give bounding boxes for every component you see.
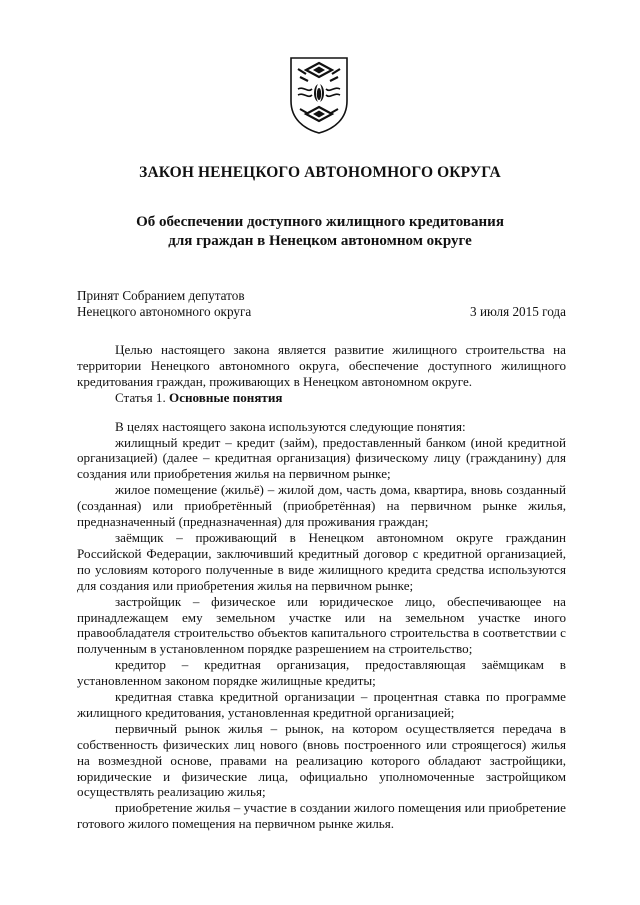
adoption-date: 3 июля 2015 года xyxy=(470,304,566,319)
article-number: Статья 1. xyxy=(115,389,166,405)
definition-paragraph: кредитная ставка кредитной организации – процентная ставка по программе жилищного кредитования, установленная кредитной организацией; xyxy=(77,689,566,720)
law-title: ЗАКОН НЕНЕЦКОГО АВТОНОМНОГО ОКРУГА xyxy=(139,164,501,181)
law-subtitle-line-1: Об обеспечении доступного жилищного кредитования xyxy=(136,214,504,230)
definitions-intro: В целях настоящего закона используются следующие понятия: xyxy=(115,418,466,434)
coat-of-arms-emblem xyxy=(288,55,350,135)
adoption-note xyxy=(77,288,251,320)
definition-paragraph: приобретение жилья – участие в создании жилого помещения или приобретение готового жилого помещения на первичном рынке жилья. xyxy=(77,800,566,832)
article-heading xyxy=(77,390,566,406)
definition-paragraph: заёмщик – проживающий в Ненецком автономном округе гражданин Российской Федерации, заключивший кредитный договор с кредитной организацией, по условиям которого полученные в виде жилищного кредита средства используются для создания или приобретения жилья на первичном рынке; xyxy=(77,529,566,593)
adoption-note-line-2: Ненецкого автономного округа xyxy=(77,304,252,319)
law-subtitle-line-2: для граждан в Ненецком автономном округе xyxy=(168,233,472,249)
definition-paragraph: застройщик – физическое или юридическое лицо, обеспечивающее на принадлежащем ему земельном участке или на земельном участке иного правообладателя строительство объектов капитального строительства в соответствии с полученным в установленном порядке разрешением на строительство; xyxy=(77,593,566,657)
article-title: Основные понятия xyxy=(169,389,283,405)
adoption-note-line-1: Принят Собранием депутатов xyxy=(77,288,245,303)
definition-paragraph: первичный рынок жилья – рынок, на котором осуществляется передача в собственность физических лиц нового (вновь построенного или строящегося) жилья на возмездной основе, правами на реализацию которого обладают застройщики, юридические и физические лица, официально уполномоченные застройщиком осуществлять реализацию жилья; xyxy=(77,720,566,800)
definition-paragraph: жилое помещение (жильё) – жилой дом, часть дома, квартира, вновь созданный (созданная) или приобретённый (приобретённая) на первичном рынке жилья, предназначенный (предназначенная) для проживания граждан; xyxy=(77,482,566,530)
preamble-paragraph: Целью настоящего закона является развитие жилищного строительства на территории Ненецкого автономного округа, обеспечение доступного жилищного кредитования граждан, проживающих в Ненецком автономном округе. xyxy=(77,342,566,389)
definition-paragraph: жилищный кредит – кредит (займ), предоставленный банком (иной кредитной организацией) (далее – кредитная организация) физическому лицу (гражданину) для создания или приобретения жилья на первичном рынке; xyxy=(77,434,566,482)
law-subtitle xyxy=(0,213,640,251)
law-body xyxy=(77,342,566,832)
definition-paragraph: кредитор – кредитная организация, предоставляющая заёмщикам в установленном законом порядке жилищные кредиты; xyxy=(77,657,566,689)
